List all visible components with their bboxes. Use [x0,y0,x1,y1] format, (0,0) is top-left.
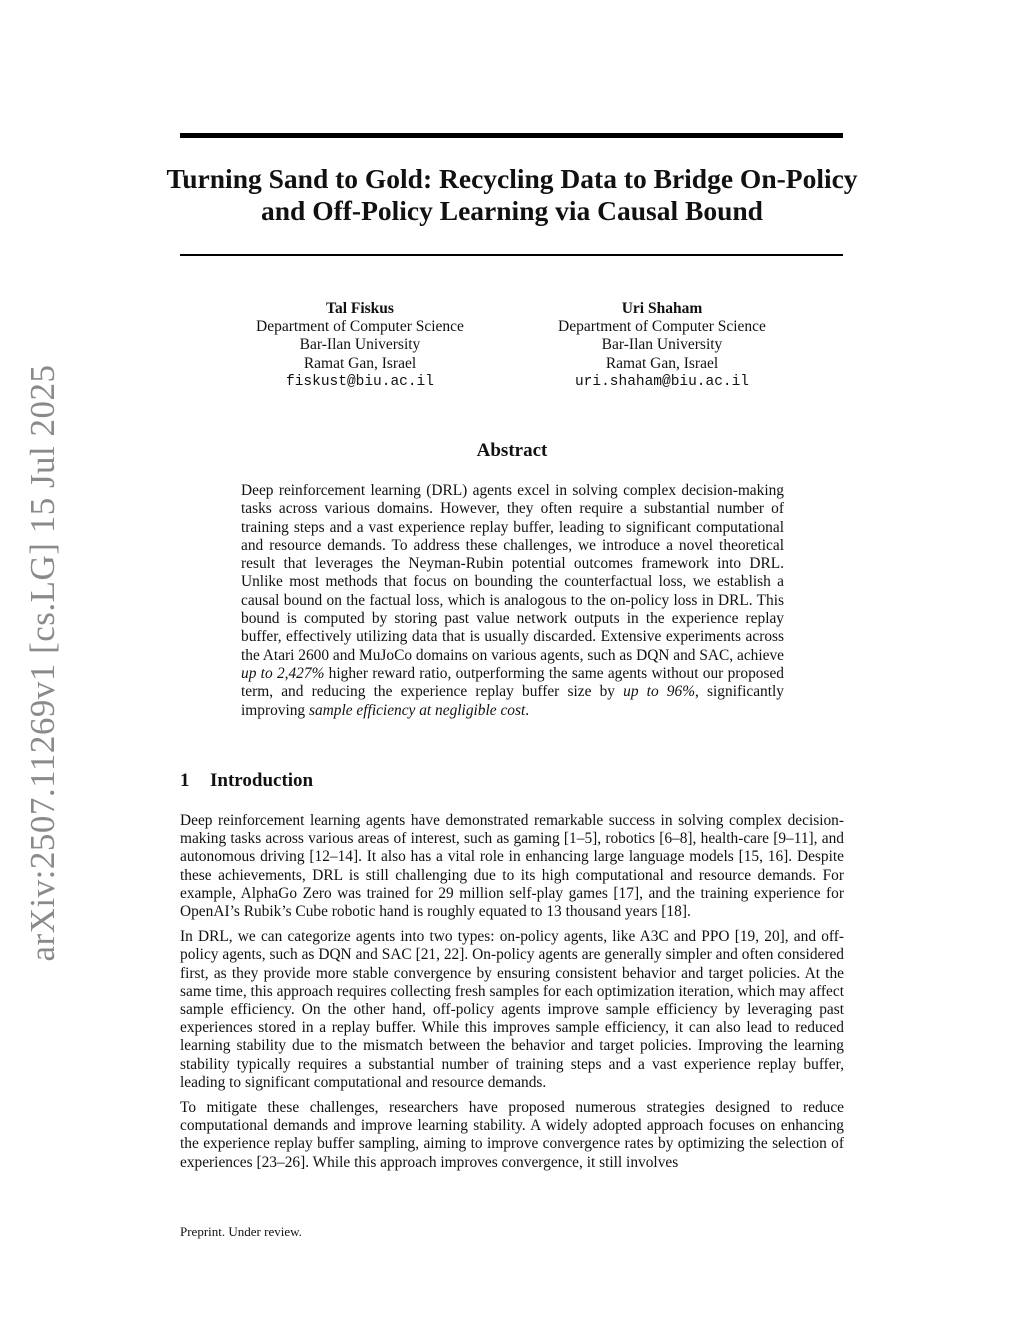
author-2 [502,300,822,391]
abstract-text: . [525,701,530,719]
author-1 [200,300,520,391]
abstract-text: , significantly improving [241,683,784,719]
abstract-text: Deep reinforcement learning (DRL) agents excel in solving complex decision-making tasks across various domains. However, they often require a substantial number of training steps and a vast experience replay buffer, leading to significant computational and resource demands. To address these challenges, we introduce a novel theoretical result that leverages the Neyman-Rubin potential outcomes framework into DRL. Unlike most methods that focus on bounding the counterfactual loss, we establish a causal bound on the factual loss, which is analogous to the on-policy loss in DRL. This bound is computed by storing past value network outputs in the experience replay buffer, effectively utilizing data that is usually discarded. Extensive experiments across the Atari 2600 and MuJoCo domains on various agents, such as DQN and SAC, achieve [241,482,784,664]
author-name: Uri Shaham [621,300,703,317]
intro-paragraph: Deep reinforcement learning agents have demonstrated remarkable success in solving complex decision-making tasks across various areas of interest, such as gaming [1–5], robotics [6–8], health-care [9–11], and autonomous driving [12–14]. It also has a vital role in enhancing large language models [15, 16]. Despite these achievements, DRL is still challenging due to its high computational and resource demands. For example, AlphaGo Zero was trained for 29 million self-play games [17], and the training experience for OpenAI’s Rubik’s Cube robotic hand is roughly equated to 13 thousand years [18]. [180,812,844,921]
abstract-emphasis: sample efficiency at negligible cost [308,701,526,719]
paper-title: Turning Sand to Gold: Recycling Data to Bridge On-Policy and Off-Policy Learning via Causal Bound [166,163,858,226]
author-university: Bar-Ilan University [299,336,421,354]
arxiv-identifier-stamp: arXiv:2507.11269v1 [cs.LG] 15 Jul 2025 [23,364,62,962]
author-name: Tal Fiskus [326,300,394,317]
author-university: Bar-Ilan University [601,336,723,354]
section-number: 1 [180,770,190,791]
section-title: Introduction [210,770,314,791]
author-location: Ramat Gan, Israel [303,354,417,372]
footer-note: Preprint. Under review. [180,1224,302,1239]
intro-paragraph: In DRL, we can categorize agents into two types: on-policy agents, like A3C and PPO [19, 20], and off-policy agents, such as DQN and SAC [21, 22]. On-policy agents are generally simpler and often considered first, as they provide more stable convergence by ensuring consistent behavior and target policies. At the same time, this approach requires collecting fresh samples for each optimization iteration, which may affect sample efficiency. On the other hand, off-policy agents improve sample efficiency by leveraging past experiences stored in a replay buffer. While this improves sample efficiency, it can also lead to reduced learning stability due to the mismatch between the behavior and target policies. Improving the learning stability typically requires a substantial number of training steps and a vast experience replay buffer, leading to significant computational and resource demands. [180,928,844,1091]
author-email: uri.shaham@biu.ac.il [574,373,750,390]
section-heading-introduction [180,770,313,792]
abstract-emphasis: up to 96% [623,683,696,701]
abstract-text: higher reward ratio, outperforming the same agents without our proposed term, and reducing the experience replay buffer size by [241,664,784,701]
intro-paragraph: To mitigate these challenges, researchers have proposed numerous strategies designed to reduce computational demands and improve learning stability. A widely adopted approach focuses on enhancing the experience replay buffer sampling, aiming to improve convergence rates by optimizing the selection of experiences [23–26]. While this approach improves convergence, it still involves [180,1099,844,1171]
abstract-body [241,482,784,720]
title-top-rule [180,133,843,138]
author-department: Department of Computer Science [256,318,464,336]
author-department: Department of Computer Science [558,318,766,336]
abstract-emphasis: up to 2,427% [241,664,325,682]
author-location: Ramat Gan, Israel [605,354,719,372]
title-bottom-rule [180,254,843,256]
author-email: fiskust@biu.ac.il [286,373,434,390]
abstract-heading: Abstract [476,440,548,461]
introduction-body [180,812,844,1179]
